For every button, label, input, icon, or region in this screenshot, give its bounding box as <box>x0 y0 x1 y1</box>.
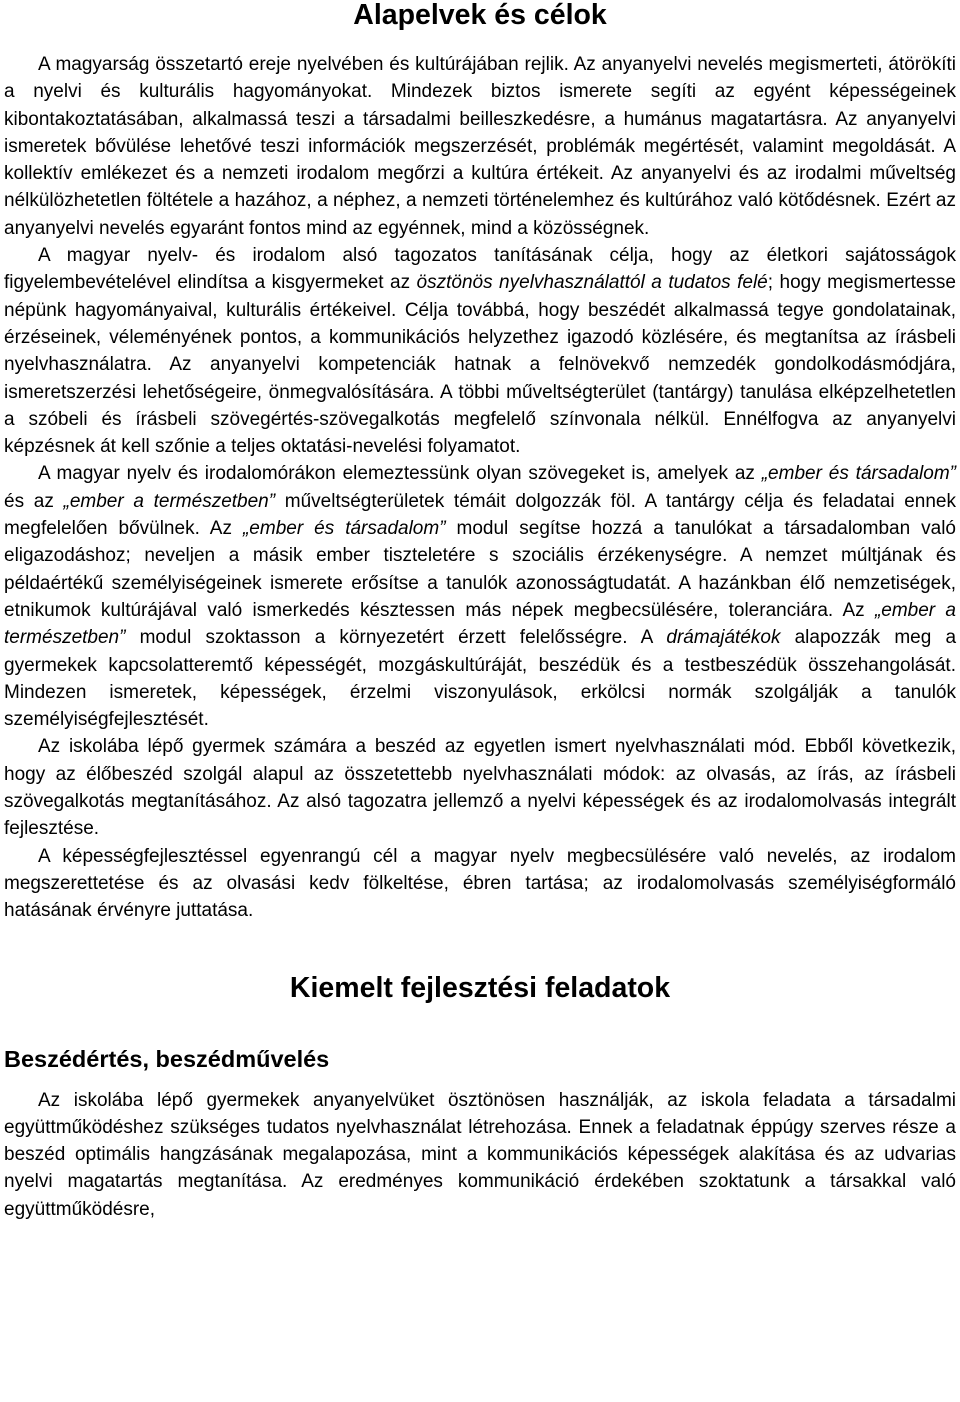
paragraph-3 <box>4 460 956 733</box>
text-run: A képességfejlesztéssel egyenrangú cél a magyar nyelv megbecsülésére való nevelés, az irodalom megszerettetése és az olvasási kedv fölkeltése, ébren tartása; az irodalomolvasás személyiségformáló hatásának érvényre juttatása. <box>4 845 956 922</box>
text-run: modul szoktasson a környezetért érzett felelősségre. A <box>125 627 667 649</box>
italic-text-run: „ember és társadalom” <box>242 518 446 540</box>
italic-text-run: „ember a természetben” <box>4 599 957 649</box>
text-run: műveltségterületek témáit dolgozzák föl. A tantárgy célja és feladatai ennek megfelelően bővülnek. Az <box>4 490 957 540</box>
paragraph-6 <box>4 1087 956 1223</box>
text-run: és az <box>4 490 64 512</box>
subsection-heading: Beszédértés, beszédművelés <box>4 1045 330 1072</box>
paragraph-5 <box>4 843 956 925</box>
paragraph-1 <box>4 51 956 242</box>
paragraph-2 <box>4 242 956 460</box>
text-run: A magyarság összetartó ereje nyelvében és kultúrájában rejlik. Az anyanyelvi nevelés megismerteti, átörökíti a nyelvi és kulturális hagyományokat. Mindezek biztos ismerete segíti az egyént képességeinek kibontakoztatásában, alkalmassá teszi a társadalmi beilleszkedésre, a humánus magatartásra. Az anyanyelvi ismeretek bővülése lehetővé teszi információk megszerzését, problémák megértését, valamint megoldását. A kollektív emlékezet és a nemzeti irodalom megőrzi a kultúra értékeit. Az anyanyelvi és az irodalmi műveltség nélkülözhetetlen föltétele a hazához, a néphez, a nemzeti történelemhez és kultúrához való kötődésnek. Ezért az anyanyelvi nevelés egyaránt fontos mind az egyénnek, mind a közösségnek. <box>4 54 956 239</box>
text-run: A magyar nyelv és irodalomórákon elemeztessünk olyan szövegeket is, amelyek az <box>38 463 762 485</box>
text-run: Az iskolába lépő gyermek számára a beszéd az egyetlen ismert nyelvhasználati mód. Ebből következik, hogy az élőbeszéd szolgál alapul az összetettebb nyelvhasználati módok: az olvasás, az írás, az írásbeli szövegalkotás megtanításához. Az alsó tagozatra jellemző a nyelvi képességek és az irodalomolvasás integrált fejlesztése. <box>4 736 956 840</box>
text-run: A magyar nyelv- és irodalom alsó tagozatos tanításának célja, hogy az életkori sajátosságok figyelembevételével elindítsa a kisgyermeket az <box>4 245 956 294</box>
italic-text-run: „ember a természetben” <box>63 490 276 512</box>
section-heading: Kiemelt fejlesztési feladatok <box>289 971 671 1004</box>
paragraph-4 <box>4 733 956 842</box>
text-run: Az iskolába lépő gyermekek anyanyelvüket ösztönösen használják, az iskola feladata a társadalmi együttműködéshez szükséges tudatos nyelvhasználat létrehozása. Ennek a feladatnak éppúgy szerves része a beszéd optimális hangzásának megalapozása, mint a kommunikációs képességek alakítása és az udvarias nyelvi magatartás megtanítása. Az eredményes kommunikáció érdekében szoktatunk a társakkal való együttműködésre, <box>4 1089 956 1220</box>
italic-text-run: ösztönös nyelvhasználattól a tudatos felé <box>416 272 768 294</box>
text-run: ; hogy megismertesse népünk hagyományaival, kulturális értékeivel. Célja továbbá, hogy beszédét alkalmassá tegye gondolatainak, érzéseinek, véleményének pontos, a kommunikációs helyzethez igazodó közlésére, és megtanítsa az írásbeli nyelvhasználatra. Az anyanyelvi kompetenciák hatnak a felnövekvő nemzedék gondolkodásmódjára, ismeretszerzési lehetőségeire, önmegvalósítására. A többi műveltségterület (tantárgy) tanulása elképzelhetetlen a szóbeli és írásbeli szövegértés-szövegalkotás megfelelő színvonala nélkül. Ennélfogva az anyanyelvi képzésnek át kell szőnie a teljes oktatási-nevelési folyamatot. <box>4 272 956 458</box>
text-run: modul segítse hozzá a tanulókat a társadalomban való eligazodáshoz; neveljen a másik ember tiszteletére s szociális érzékenységre. A nemzet múltjának és példaértékű személyiségeinek ismerete erősítse a tanulók azonosságtudatát. A hazánkban élő nemzetiségek, etnikumok kultúrájával való ismerkedés késztessen más népek megbecsülésére, toleranciára. Az <box>4 518 957 621</box>
italic-text-run: drámajátékok <box>666 627 781 649</box>
italic-text-run: „ember és társadalom” <box>761 463 956 485</box>
page-title: Alapelvek és célok <box>353 0 607 31</box>
text-run: alapozzák meg a gyermekek kapcsolatteremtő képességét, mozgáskultúráját, beszédük és a testbeszédük összehangolását. Mindezen ismeretek, képességek, érzelmi viszonyulások, erkölcsi normák szolgálják a tanulók személyiségfejlesztését. <box>4 627 957 731</box>
